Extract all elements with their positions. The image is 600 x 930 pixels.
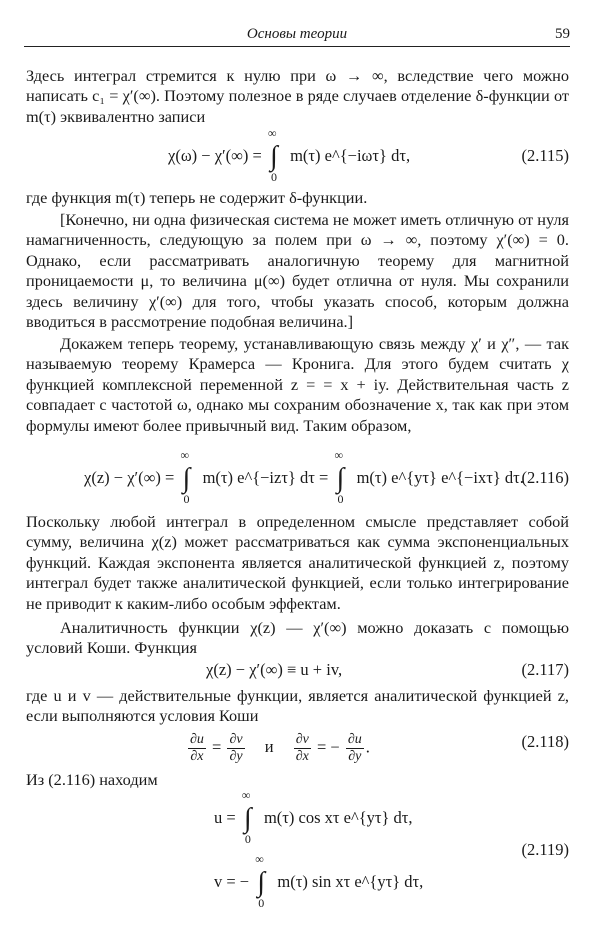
equation-2-119-u: u = ∞ ∫ 0 m(τ) cos xτ e^{yτ} dτ, <box>214 788 413 847</box>
page-number: 59 <box>555 26 570 42</box>
integral-sign: ∞ ∫ 0 <box>267 126 278 185</box>
paragraph-2: где функция m(τ) теперь не содержит δ-функции. <box>26 188 368 207</box>
paragraph-4: Докажем теперь теорему, устанавливающую связь между χ′ и χ″, — так называемую теорему Крамерса — Кронига. Для этого будем считать χ функцией комплексной переменной z = = x + iy. Действительная часть z совпадает с частотой ω, однако мы сохраним обозначение x, так как при этом формулы имеют более привычный вид. Таким образом, <box>26 334 569 435</box>
integral-sign: ∞ ∫ 0 <box>241 788 252 847</box>
integral-sign: ∞ ∫ 0 <box>255 852 265 911</box>
equation-number: (2.115) <box>521 146 569 165</box>
running-header <box>24 24 570 47</box>
integral-sign: ∞ ∫ 0 <box>180 448 191 507</box>
paragraph-7: где u и v — действительные функции, является аналитической функцией z, если выполняются условия Коши <box>26 686 569 726</box>
equation-number: (2.118) <box>521 732 569 751</box>
paragraph-1: Здесь интеграл стремится к нулю при ω → ∞, вследствие чего можно написать c₁ = χ′(∞). Поэтому полезное в ряде случаев отделение δ-функции от m(τ) эквивалентно записи <box>26 66 569 126</box>
equation-2-118: $\frac{\partial u}{\partial x}$ = $\frac{\partial v}{\partial y}$ и $\frac{\partial v}{\partial x}$ = − $\frac{\partial u}{\partial y}$ . (2.118) <box>190 732 569 764</box>
paragraph-3: [Конечно, ни одна физическая система не может иметь отличную от нуля намагниченность, следующую за полем при ω → ∞, поэтому χ′(∞) = 0. Однако, если рассматривать аналогичную теорему для магнитной проницаемости μ, то величина μ(∞) будет отлична от нуля. Мы сохранили здесь величину χ′(∞) для того, чтобы указать способ, которым должна вводиться в рассмотрение подобная величина.] <box>26 210 569 332</box>
equation-2-115: χ(ω) − χ′(∞) = ∞ ∫ 0 m(τ) e^{−iωτ} dτ, (2.115) <box>168 126 569 185</box>
paragraph-5: Поскольку любой интеграл в определенном смысле представляет собой сумму, величина χ(z) может рассматриваться как сумма экспоненциальных функций. Каждая экспонента является аналитической функцией z, поэтому интеграл будет также аналитической функцией, если только интегрирование не приводит к каким-либо особым эффектам. <box>26 512 569 613</box>
equation-2-116: χ(z) − χ′(∞) = ∞ ∫ 0 m(τ) e^{−izτ} dτ = ∞ ∫ 0 m(τ) e^{yτ} e^{−ixτ} dτ. (2.116) <box>84 448 569 507</box>
equation-number: (2.117) <box>521 660 569 679</box>
equation-2-119-number <box>26 840 569 864</box>
equation-number: (2.116) <box>521 468 569 487</box>
paragraph-8: Из (2.116) находим <box>26 770 158 789</box>
equation-2-117: χ(z) − χ′(∞) ≡ u + iv, (2.117) <box>206 660 569 679</box>
equation-number: (2.119) <box>521 840 569 859</box>
paragraph-6: Аналитичность функции χ(z) — χ′(∞) можно доказать с помощью условий Коши. Функция <box>26 618 569 658</box>
running-title: Основы теории <box>246 26 348 42</box>
equation-2-119-v: v = − ∞ ∫ 0 m(τ) sin xτ e^{yτ} dτ, <box>214 852 424 911</box>
integral-sign: ∞ ∫ 0 <box>334 448 345 507</box>
